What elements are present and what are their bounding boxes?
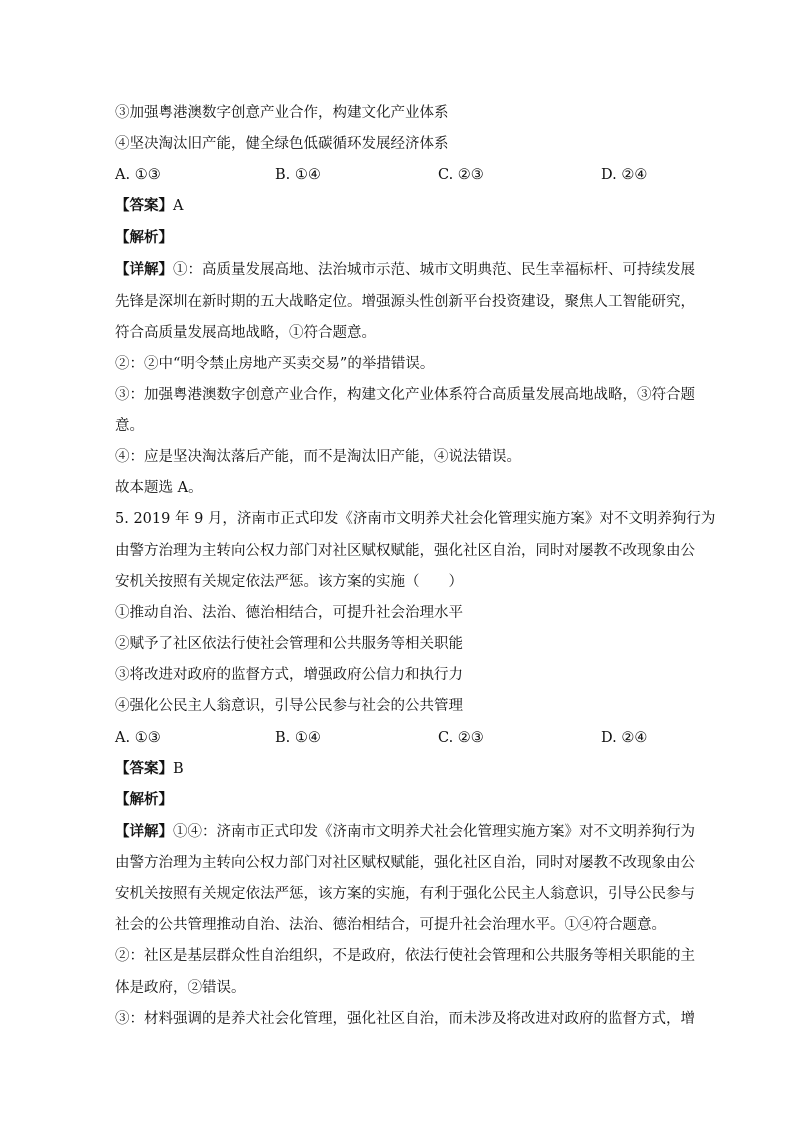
q4-option-c: C. ②③ — [438, 167, 484, 183]
q4-detail-line: ②：②中“明令禁止房地产买卖交易”的举措错误。 — [115, 356, 435, 372]
q5-detail-line: ③：材料强调的是养犬社会化管理，强化社区自治，而未涉及将改进对政府的监督方式，增 — [115, 1011, 695, 1027]
q4-detail-line: 符合高质量发展高地战略，①符合题意。 — [115, 325, 376, 341]
q4-analysis-tag: 【解析】 — [115, 229, 173, 246]
q5-detail-line: 社会的公共管理推动自治、法治、德治相结合，可提升社会治理水平。①④符合题意。 — [115, 917, 666, 933]
q5-statement-4: ④强化公民主人翁意识，引导公民参与社会的公共管理 — [115, 698, 463, 714]
q5-detail-line: 【详解】①④：济南市正式印发《济南市文明养犬社会化管理实施方案》对不文明养狗行为 — [115, 823, 695, 840]
q5-stem-line: 由警方治理为主转向公权力部门对社区赋权赋能，强化社区自治，同时对屡教不改现象由公 — [115, 543, 695, 559]
q5-statement-3: ③将改进对政府的监督方式，增强政府公信力和执行力 — [115, 667, 463, 683]
q4-detail-line: 【详解】①：高质量发展高地、法治城市示范、城市文明典范、民生幸福标杆、可持续发展 — [115, 261, 695, 278]
q5-stem-line: 安机关按照有关规定依法严惩。该方案的实施（ ） — [115, 574, 463, 590]
q5-detail-line: ②：社区是基层群众性自治组织，不是政府，依法行使社会管理和公共服务等相关职能的主 — [115, 948, 695, 964]
q4-statement-3: ③加强粤港澳数字创意产业合作，构建文化产业体系 — [115, 105, 449, 121]
answer-value: A — [173, 198, 184, 214]
q5-detail-line: 安机关按照有关规定依法严惩，该方案的实施，有利于强化公民主人翁意识，引导公民参与 — [115, 886, 695, 902]
detail-tag: 【详解】 — [115, 823, 173, 840]
q4-conclusion: 故本题选 A。 — [115, 480, 203, 496]
q4-statement-4: ④坚决淘汰旧产能，健全绿色低碳循环发展经济体系 — [115, 136, 449, 152]
answer-tag: 【答案】 — [115, 760, 173, 777]
q5-option-d: D. ②④ — [601, 730, 648, 746]
q5-analysis-tag: 【解析】 — [115, 791, 173, 808]
detail-tag: 【详解】 — [115, 261, 173, 278]
q4-option-a: A. ①③ — [115, 167, 161, 183]
q5-stem-line: 5. 2019 年 9 月，济南市正式印发《济南市文明养犬社会化管理实施方案》对不文明养狗行为 — [115, 511, 716, 527]
q4-detail-line: 先锋是深圳在新时期的五大战略定位。增强源头性创新平台投资建设，聚焦人工智能研究， — [115, 294, 695, 310]
q5-answer — [115, 760, 184, 778]
q5-option-a: A. ①③ — [115, 730, 161, 746]
q4-option-b: B. ①④ — [275, 167, 321, 183]
q4-detail-line: ④：应是坚决淘汰落后产能，而不是淘汰旧产能，④说法错误。 — [115, 449, 521, 465]
q5-detail-line: 体是政府，②错误。 — [115, 980, 246, 996]
q4-detail-line: 意。 — [115, 418, 144, 434]
q5-statement-1: ①推动自治、法治、德治相结合，可提升社会治理水平 — [115, 605, 463, 621]
q5-detail-line: 由警方治理为主转向公权力部门对社区赋权赋能，强化社区自治，同时对屡教不改现象由公 — [115, 855, 695, 871]
q4-option-d: D. ②④ — [601, 167, 648, 183]
answer-value: B — [173, 761, 184, 777]
q4-answer — [115, 197, 183, 215]
answer-tag: 【答案】 — [115, 197, 173, 214]
q5-statement-2: ②赋予了社区依法行使社会管理和公共服务等相关职能 — [115, 636, 463, 652]
q4-detail-line: ③：加强粤港澳数字创意产业合作，构建文化产业体系符合高质量发展高地战略，③符合题 — [115, 387, 695, 403]
q5-option-b: B. ①④ — [275, 730, 321, 746]
q5-option-c: C. ②③ — [438, 730, 484, 746]
